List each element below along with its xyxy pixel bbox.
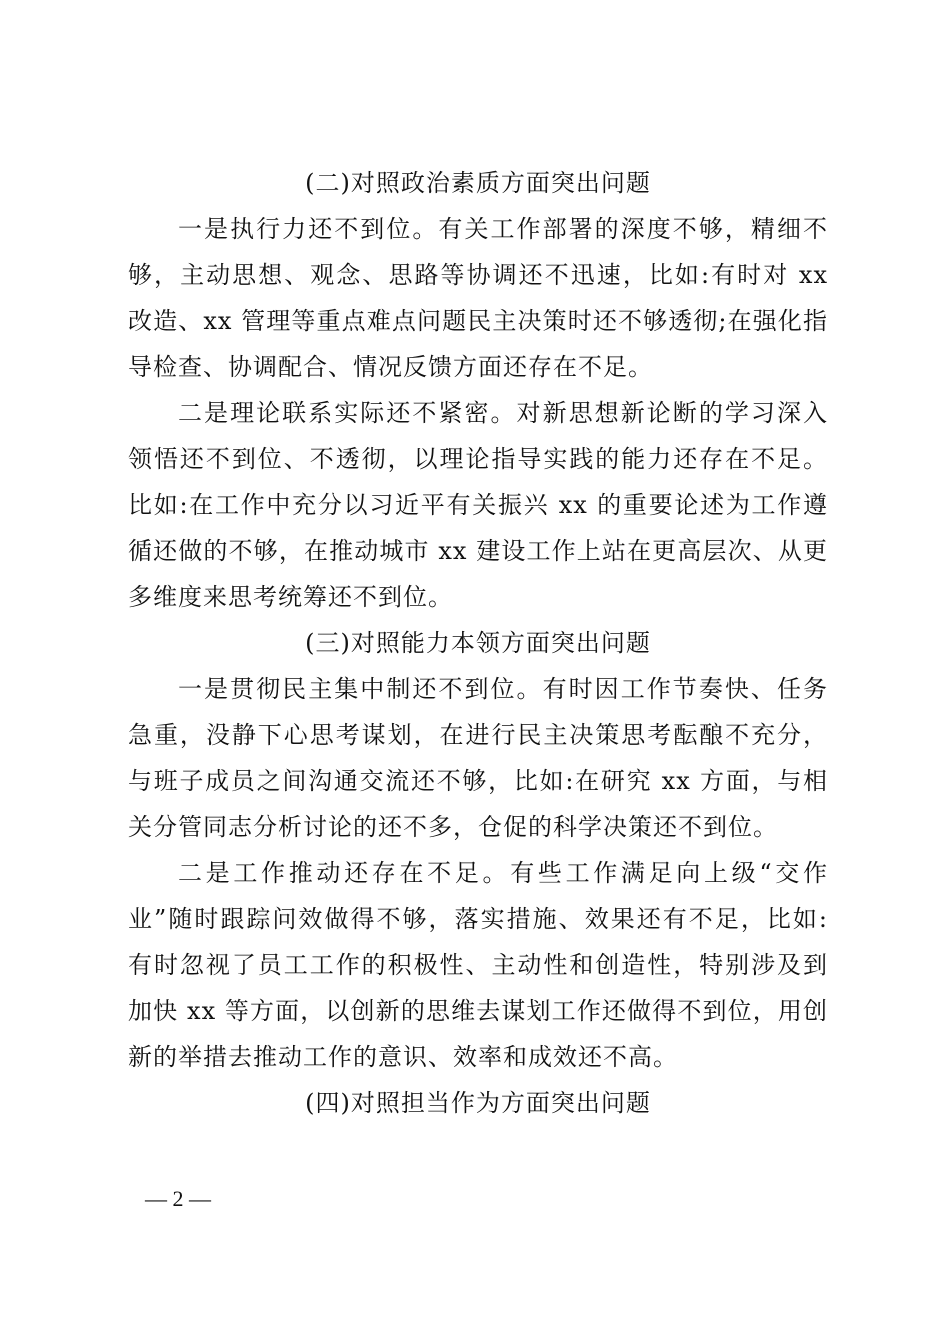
text-line: 一是执行力还不到位。有关工作部署的深度不够，精细不 xyxy=(178,215,828,243)
paragraph-2-1 xyxy=(128,206,828,390)
text-line: 新的举措去推动工作的意识、效率和成效还不高。 xyxy=(128,1043,678,1071)
text-line: 领悟还不到位、不透彻，以理论指导实践的能力还存在不足。 xyxy=(128,445,828,473)
text-line: 关分管同志分析讨论的还不多，仓促的科学决策还不到位。 xyxy=(128,813,778,841)
text-line: 加快 xx 等方面，以创新的思维去谋划工作还做得不到位，用创 xyxy=(128,997,828,1025)
paragraph-3-1 xyxy=(128,666,828,850)
text-line: 与班子成员之间沟通交流还不够，比如:在研究 xx 方面，与相 xyxy=(128,767,828,795)
text-line: 改造、xx 管理等重点难点问题民主决策时还不够透彻;在强化指 xyxy=(128,307,828,335)
text-line: 比如:在工作中充分以习近平有关振兴 xx 的重要论述为工作遵 xyxy=(128,491,828,519)
text-line: 多维度来思考统筹还不到位。 xyxy=(128,583,453,611)
text-line: 急重，没静下心思考谋划，在进行民主决策思考酝酿不充分， xyxy=(128,721,828,749)
document-body xyxy=(128,160,828,1126)
text-line: 够，主动思想、观念、思路等协调还不迅速，比如:有时对 xx xyxy=(128,261,828,289)
section-heading-4: (四)对照担当作为方面突出问题 xyxy=(305,1089,651,1117)
text-line: 一是贯彻民主集中制还不到位。有时因工作节奏快、任务 xyxy=(178,675,828,703)
text-line: 导检查、协调配合、情况反馈方面还存在不足。 xyxy=(128,353,653,381)
section-heading-3: (三)对照能力本领方面突出问题 xyxy=(305,629,651,657)
paragraph-2-2 xyxy=(128,390,828,620)
text-line: 二是工作推动还存在不足。有些工作满足向上级“交作 xyxy=(178,859,828,887)
text-line: 二是理论联系实际还不紧密。对新思想新论断的学习深入 xyxy=(178,399,828,427)
section-heading-2: (二)对照政治素质方面突出问题 xyxy=(305,169,651,197)
text-line: 有时忽视了员工工作的积极性、主动性和创造性，特别涉及到 xyxy=(128,951,828,979)
text-line: 循还做的不够，在推动城市 xx 建设工作上站在更高层次、从更 xyxy=(128,537,828,565)
paragraph-3-2 xyxy=(128,850,828,1080)
page-number: — 2 — xyxy=(145,1186,211,1211)
text-line: 业”随时跟踪问效做得不够，落实措施、效果还有不足，比如: xyxy=(128,905,828,933)
